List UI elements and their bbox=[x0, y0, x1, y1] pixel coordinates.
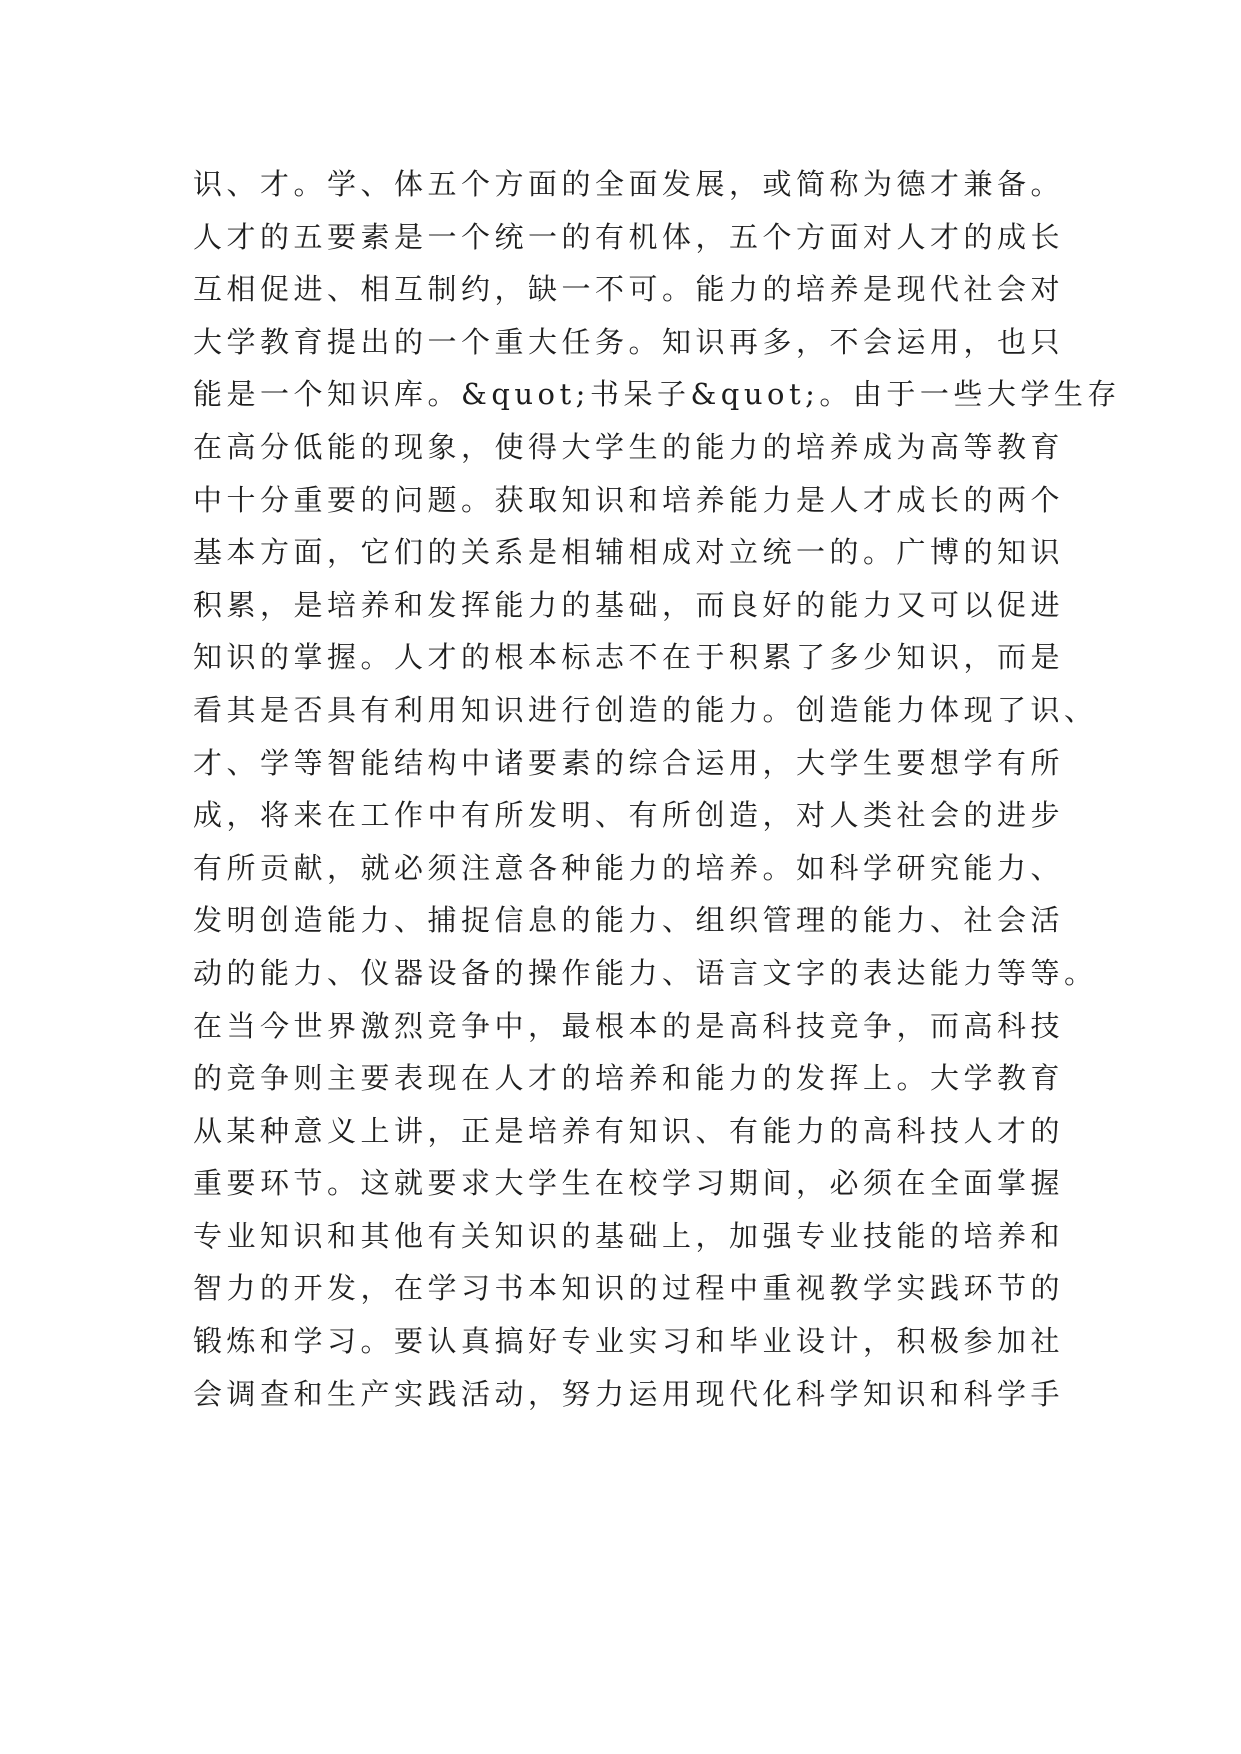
text-line: 能是一个知识库。&quot;书呆子&quot;。由于一些大学生存 bbox=[193, 377, 1121, 412]
text-line: 基本方面，它们的关系是相辅相成对立统一的。广博的知识 bbox=[193, 535, 1065, 570]
text-line: 互相促进、相互制约，缺一不可。能力的培养是现代社会对 bbox=[193, 272, 1065, 307]
text-line: 中十分重要的问题。获取知识和培养能力是人才成长的两个 bbox=[193, 482, 1065, 517]
text-line: 有所贡献，就必须注意各种能力的培养。如科学研究能力、 bbox=[193, 850, 1065, 885]
text-line: 成，将来在工作中有所发明、有所创造，对人类社会的进步 bbox=[193, 798, 1065, 833]
text-line: 动的能力、仪器设备的操作能力、语言文字的表达能力等等。 bbox=[193, 955, 1098, 990]
text-line: 知识的掌握。人才的根本标志不在于积累了多少知识，而是 bbox=[193, 640, 1065, 675]
text-line: 积累，是培养和发挥能力的基础，而良好的能力又可以促进 bbox=[193, 587, 1065, 622]
text-line: 智力的开发，在学习书本知识的过程中重视教学实践环节的 bbox=[193, 1271, 1065, 1306]
text-line: 大学教育提出的一个重大任务。知识再多，不会运用，也只 bbox=[193, 324, 1065, 359]
text-line: 锻炼和学习。要认真搞好专业实习和毕业设计，积极参加社 bbox=[193, 1324, 1065, 1359]
text-line: 在高分低能的现象，使得大学生的能力的培养成为高等教育 bbox=[193, 429, 1065, 464]
text-line: 重要环节。这就要求大学生在校学习期间，必须在全面掌握 bbox=[193, 1166, 1065, 1201]
text-line: 会调查和生产实践活动，努力运用现代化科学知识和科学手 bbox=[193, 1376, 1065, 1411]
text-line: 才、学等智能结构中诸要素的综合运用，大学生要想学有所 bbox=[193, 745, 1065, 780]
text-line: 从某种意义上讲，正是培养有知识、有能力的高科技人才的 bbox=[193, 1113, 1065, 1148]
text-line: 的竞争则主要表现在人才的培养和能力的发挥上。大学教育 bbox=[193, 1061, 1065, 1096]
text-line: 在当今世界激烈竞争中，最根本的是高科技竞争，而高科技 bbox=[193, 1008, 1065, 1043]
text-line: 人才的五要素是一个统一的有机体，五个方面对人才的成长 bbox=[193, 219, 1065, 254]
body-text bbox=[193, 158, 1121, 1420]
text-line: 发明创造能力、捕捉信息的能力、组织管理的能力、社会活 bbox=[193, 903, 1065, 938]
text-line: 专业知识和其他有关知识的基础上，加强专业技能的培养和 bbox=[193, 1218, 1065, 1253]
text-line: 识、才。学、体五个方面的全面发展，或简称为德才兼备。 bbox=[193, 167, 1065, 201]
text-line: 看其是否具有利用知识进行创造的能力。创造能力体现了识、 bbox=[193, 692, 1098, 727]
